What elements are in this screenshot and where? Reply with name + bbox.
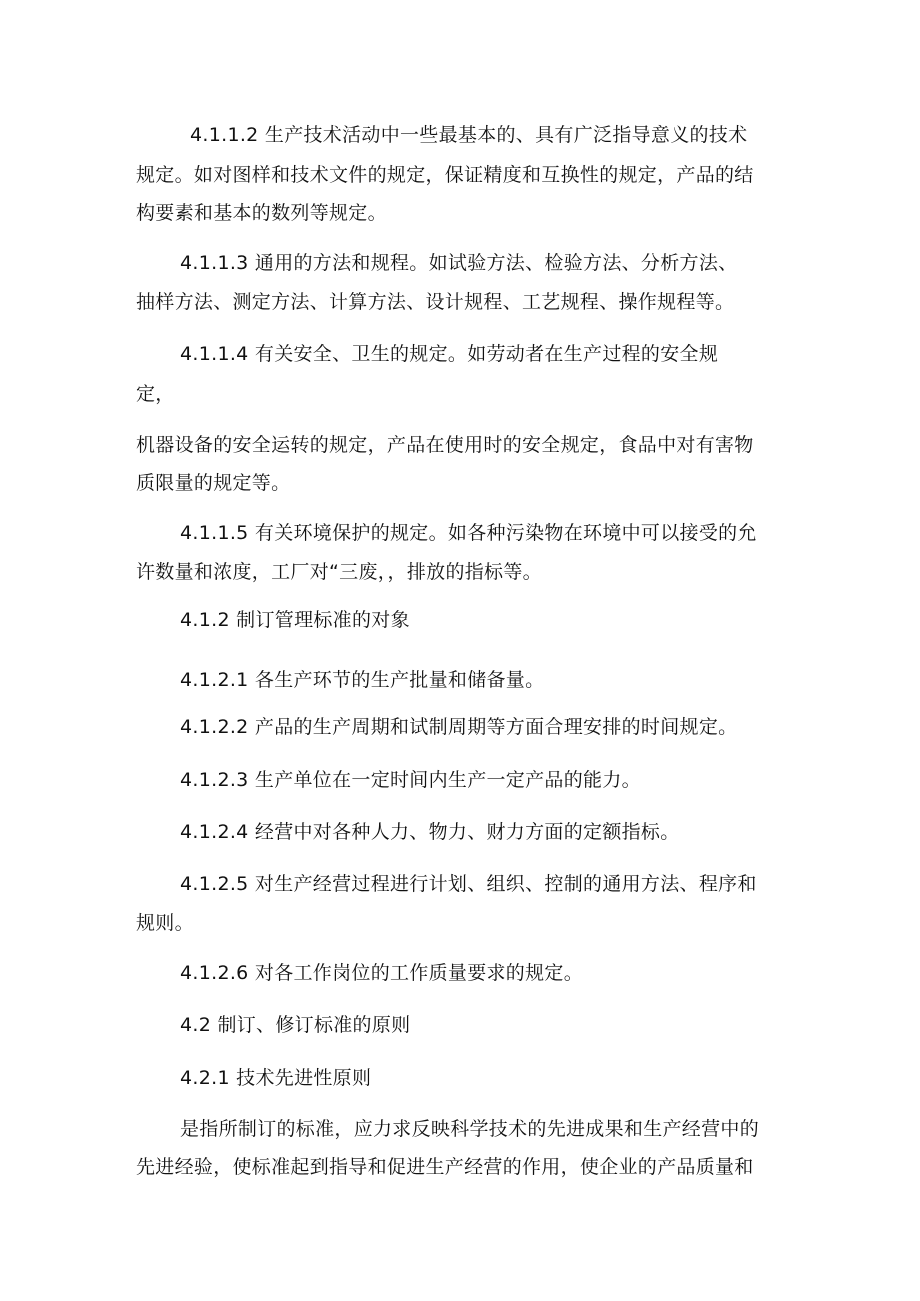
text-line: 4.2.1 技术先进性原则	[180, 1067, 372, 1089]
text-line: 规定。如对图样和技术文件的规定，保证精度和互换性的规定，产品的结	[136, 164, 754, 186]
text-line: 先进经验，使标准起到指导和促进生产经营的作用，使企业的产品质量和	[136, 1156, 754, 1178]
text-line: 4.1.2.3 生产单位在一定时间内生产一定产品的能力。	[180, 769, 641, 791]
text-line: 4.1.2 制订管理标准的对象	[180, 609, 410, 631]
text-line: 4.1.2.2 产品的生产周期和试制周期等方面合理安排的时间规定。	[180, 716, 738, 738]
text-line: 4.1.2.5 对生产经营过程进行计划、组织、控制的通用方法、程序和	[180, 873, 757, 895]
text-line: 机器设备的安全运转的规定，产品在使用时的安全规定，食品中对有害物	[136, 434, 754, 456]
text-line: 4.1.1.3 通用的方法和规程。如试验方法、检验方法、分析方法、	[180, 252, 738, 274]
text-line: 质限量的规定等。	[136, 472, 291, 494]
text-line: 规则。	[136, 912, 194, 934]
text-line: 4.1.2.6 对各工作岗位的工作质量要求的规定。	[180, 962, 584, 984]
text-line: 4.1.1.4 有关安全、卫生的规定。如劳动者在生产过程的安全规	[180, 343, 719, 365]
text-line: 构要素和基本的数列等规定。	[136, 202, 387, 224]
text-line: 4.1.2.1 各生产环节的生产批量和储备量。	[180, 669, 545, 691]
text-line: 4.2 制订、修订标准的原则	[180, 1014, 411, 1036]
text-line: 4.1.1.2 生产技术活动中一些最基本的、具有广泛指导意义的技术	[190, 124, 748, 146]
text-line: 4.1.2.4 经营中对各种人力、物力、财力方面的定额指标。	[180, 821, 680, 843]
text-line: 4.1.1.5 有关环境保护的规定。如各种污染物在环境中可以接受的允	[180, 522, 757, 544]
text-line: 是指所制订的标准，应力求反映科学技术的先进成果和生产经营中的	[180, 1118, 760, 1140]
text-line: 抽样方法、测定方法、计算方法、设计规程、工艺规程、操作规程等。	[136, 291, 735, 313]
text-line: 许数量和浓度，工厂对“三废，，排放的指标等。	[136, 561, 542, 583]
text-line: 定，	[136, 383, 175, 405]
